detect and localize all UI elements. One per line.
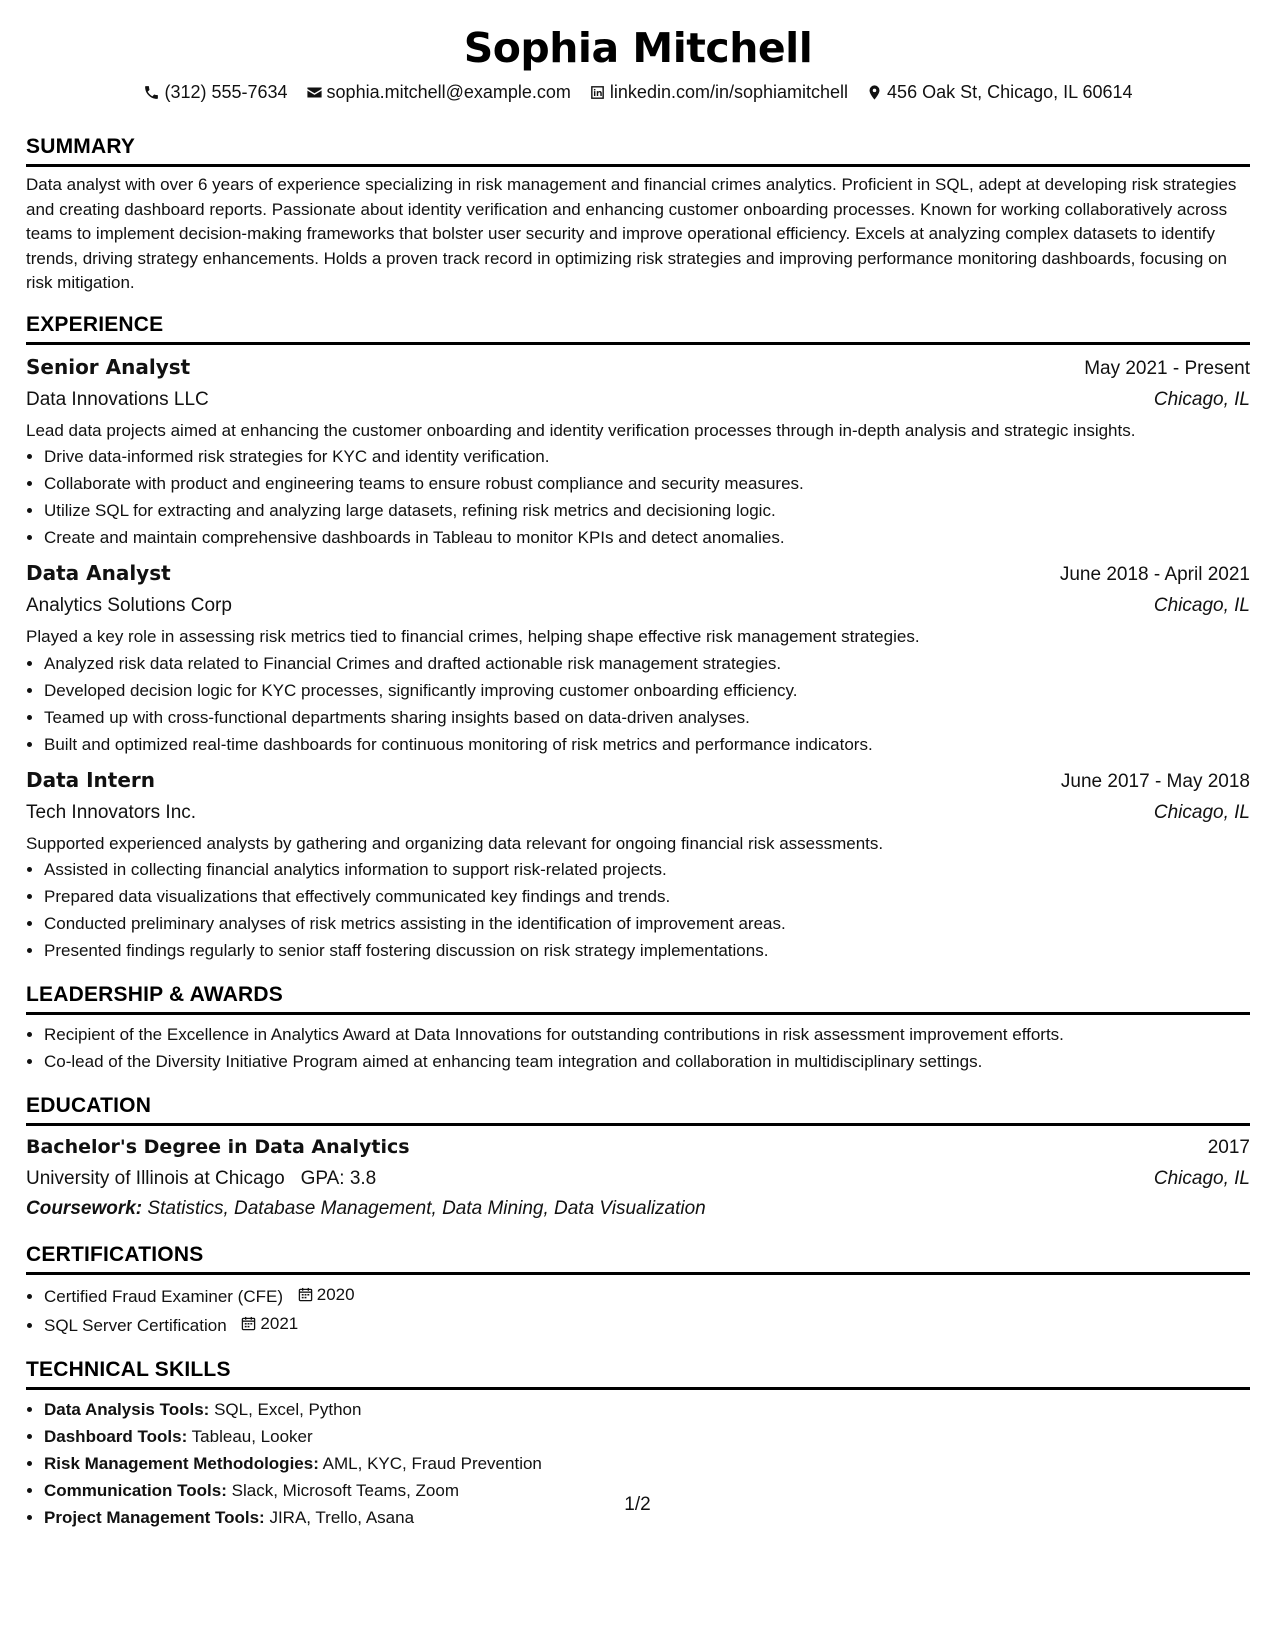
contact-phone[interactable] xyxy=(143,80,287,104)
list-item: • Create and maintain comprehensive dashboards in Tableau to monitor KPIs and detect anomalies. xyxy=(44,524,1250,551)
skill-value: Slack, Microsoft Teams, Zoom xyxy=(231,1481,459,1500)
list-item: • Built and optimized real-time dashboards for continuous monitoring of risk metrics and performance indicators. xyxy=(44,731,1250,758)
list-item: • Co-lead of the Diversity Initiative Program aimed at enhancing team integration and collaboration in multidisciplinary settings. xyxy=(44,1048,1250,1075)
coursework-label: Coursework: xyxy=(26,1198,143,1219)
skill-label: Project Management Tools: xyxy=(44,1508,265,1527)
skill-value: SQL, Excel, Python xyxy=(214,1400,362,1419)
certifications-section xyxy=(26,1240,1250,1339)
list-item: • Presented findings regularly to senior staff fostering discussion on risk strategy implementations. xyxy=(44,937,1250,964)
cert-year: 2021 xyxy=(260,1314,299,1333)
job-bullets xyxy=(26,443,1250,551)
coursework-list: Statistics, Database Management, Data Mining, Data Visualization xyxy=(147,1198,706,1219)
job-description: Played a key role in assessing risk metrics tied to financial crimes, helping shape effective risk management strategies. xyxy=(26,627,920,646)
job-title: Senior Analyst xyxy=(26,354,191,379)
list-item: • Recipient of the Excellence in Analytics Award at Data Innovations for outstanding contributions in risk assessment improvement efforts. xyxy=(44,1021,1250,1048)
leadership-section xyxy=(26,980,1250,1075)
list-item: • Developed decision logic for KYC processes, significantly improving customer onboarding efficiency. xyxy=(44,677,1250,704)
list-item: • Collaborate with product and engineering teams to ensure robust compliance and security measures. xyxy=(44,470,1250,497)
linkedin-text: linkedin.com/in/sophiamitchell xyxy=(609,82,849,102)
resume-page xyxy=(26,18,1250,1531)
cert-name: Certified Fraud Examiner (CFE) xyxy=(44,1287,284,1306)
list-item: • Prepared data visualizations that effectively communicated key findings and trends. xyxy=(44,883,1250,910)
job-entry xyxy=(26,557,1250,758)
list-item: • Utilize SQL for extracting and analyzing large datasets, refining risk metrics and decisioning logic. xyxy=(44,497,1250,524)
job-company: Analytics Solutions Corp xyxy=(26,595,232,616)
cert-year-group xyxy=(298,1281,355,1308)
address-text: 456 Oak St, Chicago, IL 60614 xyxy=(887,82,1133,102)
list-item xyxy=(44,1281,1250,1310)
school-location: Chicago, IL xyxy=(1153,1168,1250,1189)
contact-email[interactable] xyxy=(306,80,571,104)
list-item xyxy=(44,1423,1250,1450)
skill-label: Dashboard Tools: xyxy=(44,1427,188,1446)
job-entry xyxy=(26,351,1250,552)
summary-section xyxy=(26,132,1250,296)
leadership-heading: LEADERSHIP & AWARDS xyxy=(26,980,1250,1015)
contact-linkedin[interactable] xyxy=(589,80,848,104)
job-title: Data Intern xyxy=(26,767,156,792)
job-dates: June 2017 - May 2018 xyxy=(1060,770,1250,792)
calendar-icon xyxy=(298,1287,313,1302)
school-info xyxy=(26,1164,376,1194)
job-location: Chicago, IL xyxy=(1153,595,1250,616)
map-pin-icon xyxy=(866,84,883,101)
job-dates: May 2021 - Present xyxy=(1084,357,1250,379)
education-heading: EDUCATION xyxy=(26,1091,1250,1126)
list-item: • Teamed up with cross-functional departments sharing insights based on data-driven analyses. xyxy=(44,704,1250,731)
contact-address xyxy=(866,80,1133,104)
skill-label: Data Analysis Tools: xyxy=(44,1400,210,1419)
phone-text: (312) 555-7634 xyxy=(164,82,288,102)
skill-label: Risk Management Methodologies: xyxy=(44,1454,319,1473)
job-company: Tech Innovators Inc. xyxy=(26,801,197,823)
coursework xyxy=(26,1194,1250,1224)
skill-value: JIRA, Trello, Asana xyxy=(269,1508,415,1527)
contact-bar xyxy=(26,80,1250,104)
list-item xyxy=(44,1310,1250,1339)
job-description: Supported experienced analysts by gathering and organizing data relevant for ongoing financial risk assessments. xyxy=(26,833,884,853)
school-name: University of Illinois at Chicago xyxy=(26,1168,285,1189)
candidate-name: Sophia Mitchell xyxy=(463,24,813,72)
summary-heading: SUMMARY xyxy=(26,132,1250,167)
job-entry xyxy=(26,764,1250,965)
cert-name: SQL Server Certification xyxy=(44,1316,227,1335)
skill-value: Tableau, Looker xyxy=(191,1427,313,1446)
certifications-list xyxy=(26,1281,1250,1339)
education-section xyxy=(26,1091,1250,1224)
experience-heading: EXPERIENCE xyxy=(26,310,1250,345)
cert-year-group xyxy=(241,1310,298,1337)
job-location: Chicago, IL xyxy=(1153,388,1250,410)
cert-year: 2020 xyxy=(316,1285,355,1304)
email-text: sophia.mitchell@example.com xyxy=(326,82,571,102)
job-bullets xyxy=(26,856,1250,964)
list-item: • Assisted in collecting financial analytics information to support risk-related projects. xyxy=(44,856,1250,883)
list-item: • Conducted preliminary analyses of risk metrics assisting in the identification of improvement areas. xyxy=(44,910,1250,937)
graduation-year: 2017 xyxy=(1207,1137,1250,1158)
job-description: Lead data projects aimed at enhancing the customer onboarding and identity verification processes through in-depth analysis and strategic insights. xyxy=(26,420,1136,440)
skills-heading: TECHNICAL SKILLS xyxy=(26,1355,1250,1390)
skill-value: AML, KYC, Fraud Prevention xyxy=(322,1454,542,1473)
linkedin-icon xyxy=(589,84,606,101)
experience-section xyxy=(26,310,1250,965)
job-bullets xyxy=(26,650,1250,758)
page-number: 1/2 xyxy=(624,1494,651,1515)
phone-icon xyxy=(143,84,160,101)
job-dates: June 2018 - April 2021 xyxy=(1059,564,1250,585)
envelope-icon xyxy=(306,84,323,101)
leadership-list xyxy=(26,1021,1250,1075)
job-location: Chicago, IL xyxy=(1153,801,1250,823)
list-item: • Drive data-informed risk strategies for KYC and identity verification. xyxy=(44,443,1250,470)
job-company: Data Innovations LLC xyxy=(26,388,209,410)
list-item: • Analyzed risk data related to Financial Crimes and drafted actionable risk management strategies. xyxy=(44,650,1250,677)
list-item xyxy=(44,1396,1250,1423)
skill-label: Communication Tools: xyxy=(44,1481,227,1500)
degree-title: Bachelor's Degree in Data Analytics xyxy=(26,1136,410,1158)
list-item xyxy=(44,1450,1250,1477)
job-title: Data Analyst xyxy=(26,561,171,585)
calendar-icon xyxy=(241,1316,256,1331)
summary-text: Data analyst with over 6 years of experience specializing in risk management and financial crimes analytics. Proficient in SQL, adept at developing risk strategies and creating dashboard reports. Passionate about identity verification and enhancing customer onboarding processes. Known for working collaboratively across teams to implement decision-making frameworks that bolster user security and improve operational efficiency. Excels at analyzing complex datasets to identify trends, driving strategy enhancements. Holds a proven track record in optimizing risk strategies and improving performance monitoring dashboards, focusing on risk mitigation. xyxy=(26,175,1237,292)
school-gpa: GPA: 3.8 xyxy=(300,1168,377,1189)
certifications-heading: CERTIFICATIONS xyxy=(26,1240,1250,1275)
